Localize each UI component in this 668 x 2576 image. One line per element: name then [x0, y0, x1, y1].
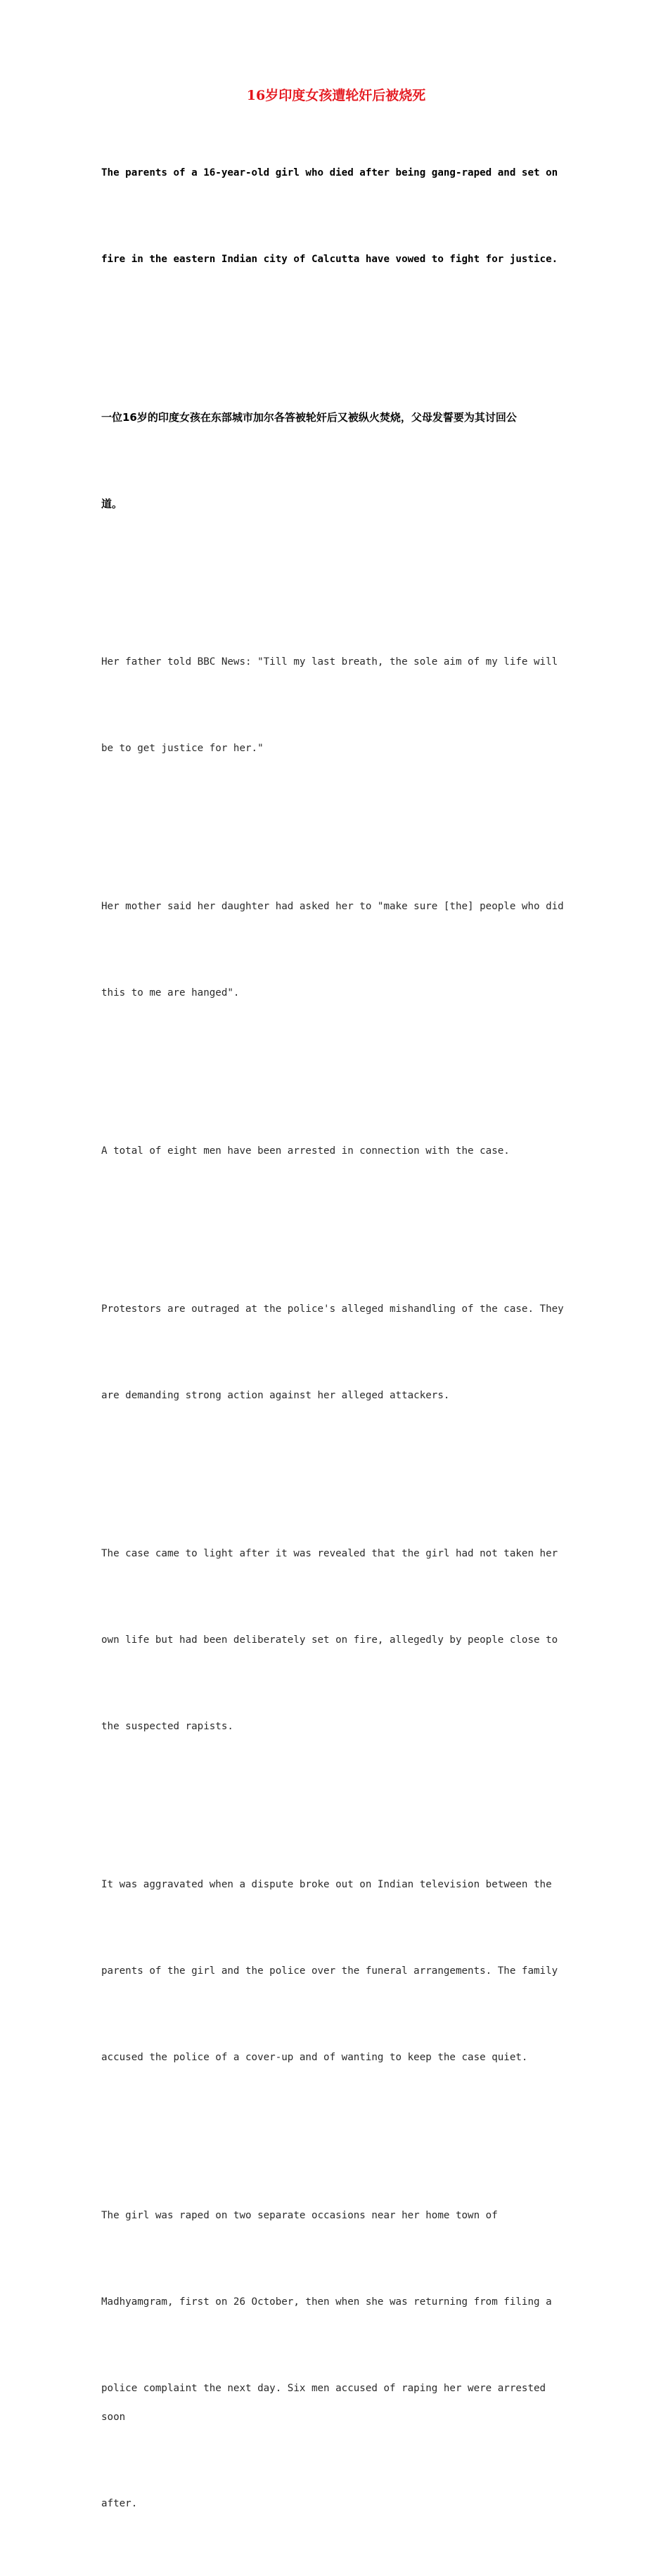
paragraph-line: accused the police of a cover-up and of wanting to keep the case quiet. [101, 2052, 528, 2063]
paragraph-line: Her mother said her daughter had asked her to "make sure [the] people who did [101, 901, 564, 912]
paragraph-line: own life but had been deliberately set on fire, allegedly by people close to [101, 1634, 558, 1646]
paragraph-line: Madhyamgram, first on 26 October, then when she was returning from filing a [101, 2296, 552, 2308]
lead-line: The parents of a 16-year-old girl who died after being gang-raped and set on [101, 167, 558, 178]
paragraph-line: police complaint the next day. Six men accused of raping her were arrested soon [101, 2383, 552, 2423]
paragraph-line: It was aggravated when a dispute broke out on Indian television between the [101, 1879, 552, 1890]
paragraph-line: A total of eight men have been arrested in connection with the case. [101, 1145, 510, 1157]
paragraph-father-quote [101, 590, 571, 821]
lead-paragraph [101, 101, 571, 332]
chinese-line: 道。 [101, 497, 123, 510]
paragraph-line: are demanding strong action against her alleged attackers. [101, 1390, 450, 1401]
article-title: 16岁印度女孩遭轮奸后被烧死 [246, 88, 426, 103]
document-page [101, 83, 571, 2576]
paragraph-mother-quote [101, 835, 571, 1065]
paragraph-line: this to me are hanged". [101, 987, 240, 998]
paragraph-line: The girl was raped on two separate occasions near her home town of [101, 2210, 498, 2221]
paragraph-line: parents of the girl and the police over the funeral arrangements. The family [101, 1965, 558, 1977]
paragraph-line: Her father told BBC News: "Till my last breath, the sole aim of my life will [101, 656, 558, 668]
paragraph-case-revealed [101, 1482, 571, 1799]
paragraph-timeline [101, 2144, 571, 2576]
paragraph-arrests [101, 1079, 571, 1223]
paragraph-line: the suspected rapists. [101, 1721, 233, 1732]
chinese-line: 一位16岁的印度女孩在东部城市加尔各答被轮奸后又被纵火焚烧，父母发誓要为其讨回公 [101, 411, 517, 424]
paragraph-protestors [101, 1237, 571, 1468]
paragraph-line: after. [101, 2498, 138, 2509]
paragraph-line: The case came to light after it was revealed that the girl had not taken her [101, 1548, 558, 1559]
lead-line: fire in the eastern Indian city of Calcutta have vowed to fight for justice. [101, 254, 558, 265]
paragraph-line: be to get justice for her." [101, 743, 264, 754]
paragraph-dispute [101, 1813, 571, 2130]
paragraph-line: Protestors are outraged at the police's alleged mishandling of the case. They [101, 1303, 564, 1315]
chinese-translation [101, 346, 571, 576]
